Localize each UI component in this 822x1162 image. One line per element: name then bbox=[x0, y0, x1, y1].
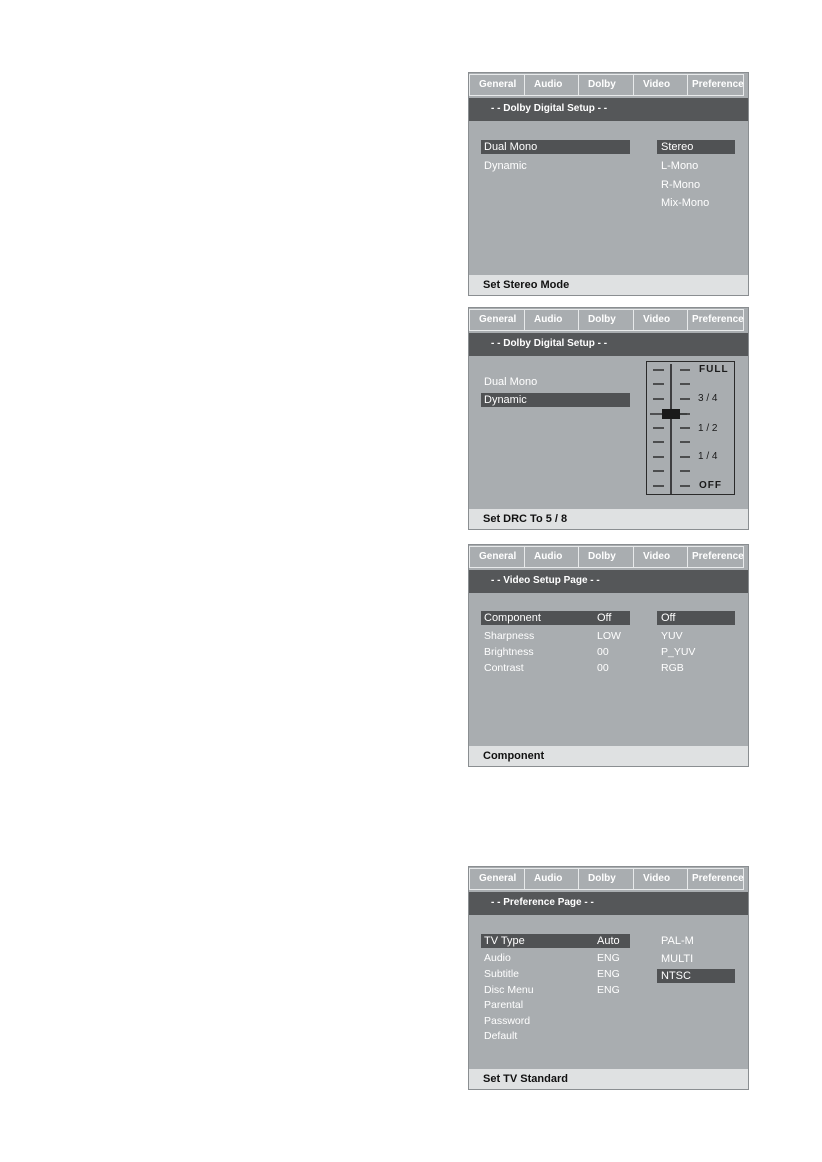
tab-general[interactable]: General bbox=[469, 74, 524, 96]
slider-handle bbox=[662, 409, 680, 419]
tab-general[interactable]: General bbox=[469, 309, 524, 331]
status-bar: Set DRC To 5 / 8 bbox=[469, 509, 748, 529]
tab-preference[interactable]: Preference bbox=[687, 546, 744, 568]
menu-item-subtitle[interactable] bbox=[484, 967, 630, 983]
tab-video[interactable]: Video bbox=[633, 309, 687, 331]
menu-item-value: ENG bbox=[597, 984, 620, 996]
menu-item-contrast[interactable] bbox=[484, 661, 630, 677]
tab-general[interactable]: General bbox=[469, 546, 524, 568]
menu-item-label: Subtitle bbox=[484, 968, 520, 980]
preference-panel bbox=[468, 866, 749, 1090]
menu-item-dual-mono[interactable]: Dual Mono bbox=[481, 140, 630, 154]
menu-item-label: Sharpness bbox=[484, 630, 535, 642]
tab-bar bbox=[469, 867, 748, 891]
menu-item-value: LOW bbox=[597, 630, 621, 642]
menu-item-label: Component bbox=[484, 612, 541, 624]
option-ntsc[interactable]: NTSC bbox=[657, 969, 735, 983]
menu-item-dynamic[interactable]: Dynamic bbox=[481, 393, 630, 407]
tab-audio[interactable]: Audio bbox=[524, 309, 578, 331]
menu-item-value: Off bbox=[597, 612, 612, 624]
status-bar: Set TV Standard bbox=[469, 1069, 748, 1089]
tab-video[interactable]: Video bbox=[633, 74, 687, 96]
menu-item-component[interactable] bbox=[481, 611, 630, 625]
page-title: - - Dolby Digital Setup - - bbox=[469, 98, 748, 121]
menu-item-label: Brightness bbox=[484, 646, 534, 658]
drc-label-1-4: 1 / 4 bbox=[698, 451, 718, 462]
option-yuv[interactable]: YUV bbox=[661, 630, 683, 642]
tab-audio[interactable]: Audio bbox=[524, 74, 578, 96]
page-title: - - Dolby Digital Setup - - bbox=[469, 333, 748, 356]
drc-label-3-4: 3 / 4 bbox=[698, 393, 718, 404]
menu-item-brightness[interactable] bbox=[484, 645, 630, 661]
status-bar: Set Stereo Mode bbox=[469, 275, 748, 295]
tab-preference[interactable]: Preference bbox=[687, 309, 744, 331]
menu-item-value: 00 bbox=[597, 646, 609, 658]
menu-item-default[interactable]: Default bbox=[484, 1030, 518, 1042]
status-bar: Component bbox=[469, 746, 748, 766]
menu-item-value: Auto bbox=[597, 935, 620, 947]
tab-preference[interactable]: Preference bbox=[687, 74, 744, 96]
menu-item-audio[interactable] bbox=[484, 951, 630, 967]
menu-item-label: Audio bbox=[484, 952, 511, 964]
tab-video[interactable]: Video bbox=[633, 868, 687, 890]
menu-item-label: Disc Menu bbox=[484, 984, 534, 996]
menu-item-disc-menu[interactable] bbox=[484, 983, 630, 999]
menu-item-dual-mono[interactable]: Dual Mono bbox=[484, 376, 538, 388]
tab-bar bbox=[469, 73, 748, 97]
drc-scale bbox=[647, 362, 736, 496]
option-stereo[interactable]: Stereo bbox=[657, 140, 735, 154]
menu-item-tv-type[interactable] bbox=[481, 934, 630, 948]
option-pal-m[interactable]: PAL-M bbox=[661, 935, 694, 947]
tab-dolby[interactable]: Dolby bbox=[578, 309, 633, 331]
menu-item-value: 00 bbox=[597, 662, 609, 674]
page-title: - - Preference Page - - bbox=[469, 892, 748, 915]
dolby-setup-panel bbox=[468, 72, 749, 296]
menu-item-label: TV Type bbox=[484, 935, 525, 947]
menu-item-dynamic[interactable]: Dynamic bbox=[484, 160, 527, 172]
tab-audio[interactable]: Audio bbox=[524, 546, 578, 568]
dolby-drc-panel bbox=[468, 307, 749, 530]
option-off[interactable]: Off bbox=[657, 611, 735, 625]
option-multi[interactable]: MULTI bbox=[661, 953, 694, 965]
tab-dolby[interactable]: Dolby bbox=[578, 74, 633, 96]
tab-bar bbox=[469, 308, 748, 332]
drc-label-off: OFF bbox=[699, 480, 722, 491]
drc-slider[interactable] bbox=[646, 361, 735, 495]
tab-general[interactable]: General bbox=[469, 868, 524, 890]
tab-audio[interactable]: Audio bbox=[524, 868, 578, 890]
drc-label-full: FULL bbox=[699, 364, 729, 375]
option-mix-mono[interactable]: Mix-Mono bbox=[661, 197, 710, 209]
drc-label-1-2: 1 / 2 bbox=[698, 423, 718, 434]
option-rgb[interactable]: RGB bbox=[661, 662, 684, 674]
menu-item-label: Contrast bbox=[484, 662, 524, 674]
tab-video[interactable]: Video bbox=[633, 546, 687, 568]
menu-item-value: ENG bbox=[597, 968, 620, 980]
menu-item-password[interactable]: Password bbox=[484, 1015, 531, 1027]
tab-dolby[interactable]: Dolby bbox=[578, 868, 633, 890]
tab-preference[interactable]: Preference bbox=[687, 868, 744, 890]
option-r-mono[interactable]: R-Mono bbox=[661, 179, 701, 191]
tab-bar bbox=[469, 545, 748, 569]
menu-item-sharpness[interactable] bbox=[484, 629, 630, 645]
menu-item-value: ENG bbox=[597, 952, 620, 964]
tab-dolby[interactable]: Dolby bbox=[578, 546, 633, 568]
option-p-yuv[interactable]: P_YUV bbox=[661, 646, 696, 658]
page-title: - - Video Setup Page - - bbox=[469, 570, 748, 593]
option-l-mono[interactable]: L-Mono bbox=[661, 160, 699, 172]
video-setup-panel bbox=[468, 544, 749, 767]
menu-item-parental[interactable]: Parental bbox=[484, 999, 524, 1011]
